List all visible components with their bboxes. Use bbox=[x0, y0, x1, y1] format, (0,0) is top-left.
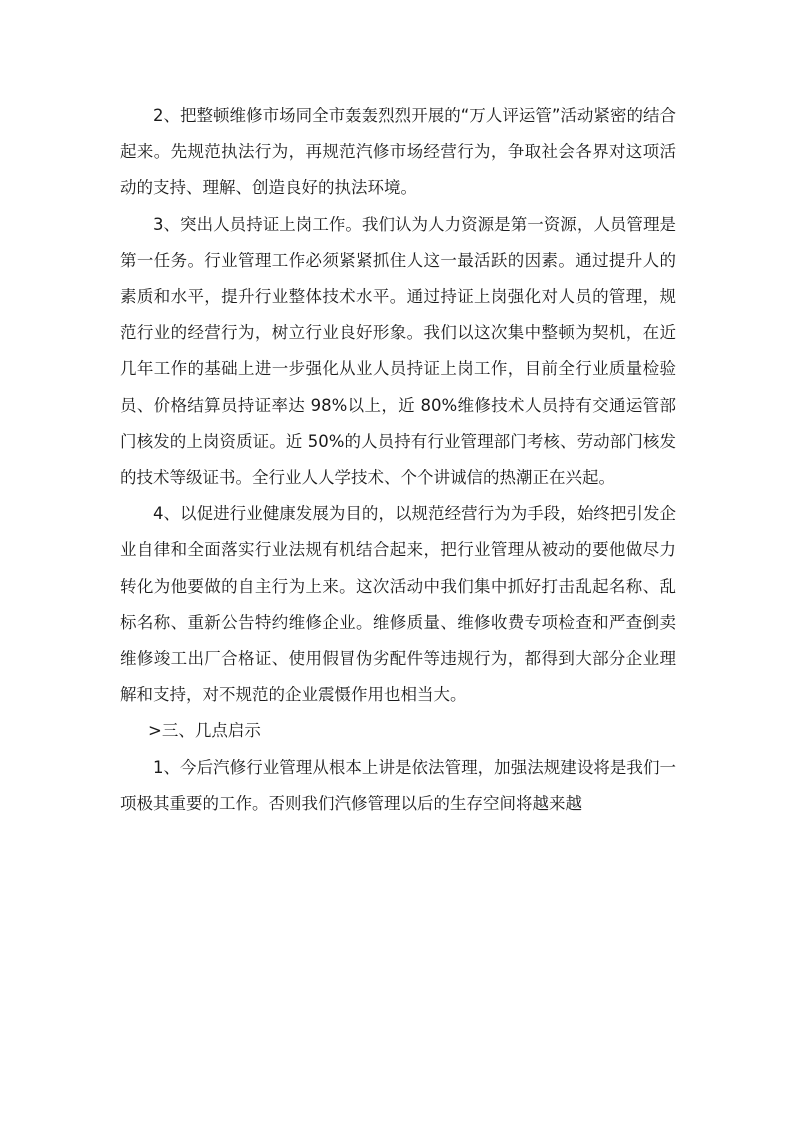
document-body bbox=[120, 98, 676, 822]
section-heading: >三、几点启示 bbox=[148, 721, 261, 741]
paragraph-4: 4、以促进行业健康发展为目的，以规范经营行为为手段，始终把引发企业自律和全面落实行业法规有机结合起来，把行业管理从被动的要他做尽力转化为他要做的自主行为上来。这次活动中我们集中抓好打击乱起名称、乱标名称、重新公告特约维修企业。维修质量、维修收费专项检查和严查倒卖维修竣工出厂合格证、使用假冒伪劣配件等违规行为，都得到大部分企业理解和支持，对不规范的企业震慑作用也相当大。 bbox=[120, 504, 676, 705]
paragraph-final: 1、今后汽修行业管理从根本上讲是依法管理，加强法规建设将是我们一项极其重要的工作。否则我们汽修管理以后的生存空间将越来越 bbox=[120, 757, 676, 813]
paragraph-2: 2、把整顿维修市场同全市轰轰烈烈开展的“万人评运管”活动紧密的结合起来。先规范执法行为，再规范汽修市场经营行为，争取社会各界对这项活动的支持、理解、创造良好的执法环境。 bbox=[120, 106, 676, 198]
paragraph-3: 3、突出人员持证上岗工作。我们认为人力资源是第一资源，人员管理是第一任务。行业管理工作必须紧紧抓住人这一最活跃的因素。通过提升人的素质和水平，提升行业整体技术水平。通过持证上岗强化对人员的管理，规范行业的经营行为，树立行业良好形象。我们以这次集中整顿为契机，在近几年工作的基础上进一步强化从业人员持证上岗工作，目前全行业质量检验员、价格结算员持证率达 98%以上，近 80%维修技术人员持有交通运管部门核发的上岗资质证。近 50%的人员持有行业管理部门考核、劳动部门核发的技术等级证书。全行业人人学技术、个个讲诚信的热潮正在兴起。 bbox=[120, 214, 676, 488]
